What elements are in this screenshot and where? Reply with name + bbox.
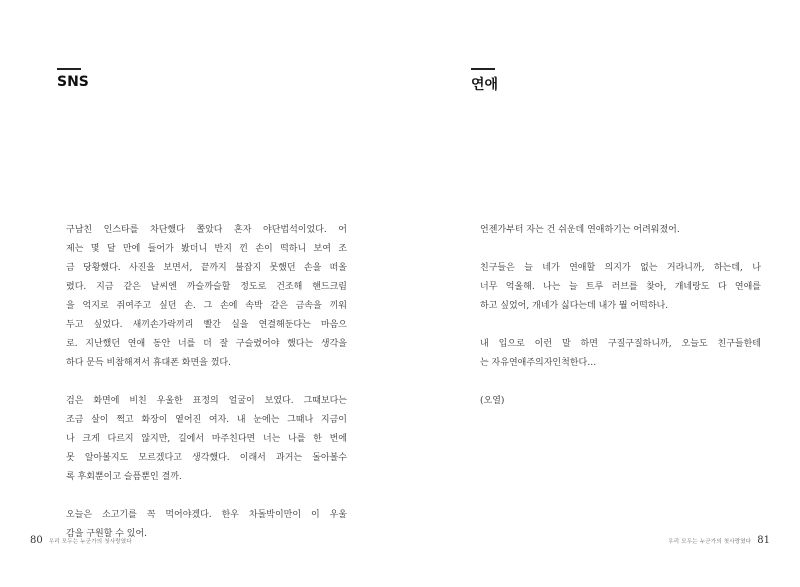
text-line: 는 자유연애주의자인척한다… [480,358,597,368]
right-page-footer [668,535,770,546]
text-line: (오열) [480,396,505,406]
page-number: 80 [30,535,43,546]
page-number: 81 [757,535,770,546]
left-paragraph-1 [57,221,347,373]
text-line: 언젠가부터 자는 건 쉬운데 연애하기는 어려워졌어. [480,225,680,235]
text-line: 구남친 인스타를 차단했다 쫄았다 혼자 야단법석이었다. 어 [66,225,347,235]
text-line: 하고 싶었어, 개네가 싫다는데 내가 뭘 어떡하나. [480,301,669,311]
left-page-heading: SNS [57,74,89,90]
text-line: 제는 몇 달 만에 들어가 봤더니 반지 낀 손이 떡하니 보여 조 [66,244,347,254]
text-line: 두고 싶었다. 새끼손가락끼리 빨간 실을 연결해둔다는 마음으 [66,320,347,330]
text-line: 금 당황했다. 사진을 보면서, 끝까지 불잡지 못했던 손을 떠올 [66,263,347,273]
right-page [400,0,800,587]
text-line: 친구들은 늘 네가 연애할 의지가 없는 거라니까, 하는데, 나 [480,263,761,273]
running-title: 우리 모두는 누군가의 첫사랑였다 [48,539,132,545]
right-paragraph-2 [471,259,761,316]
text-line: 렸다. 지금 같은 날씨엔 까슬까슬할 정도로 건조해 핸드크림 [66,282,347,292]
running-title: 우리 모두는 누군가의 첫사랑였다 [668,539,752,545]
text-line: 오늘은 소고기를 꼭 먹어야겠다. 한우 차돌박이만이 이 우울 [66,510,347,520]
right-paragraph-1 [471,221,761,240]
right-page-body [471,221,761,430]
text-line: 하다 문득 비참해져서 휴대폰 화면을 껐다. [66,358,231,368]
left-page-body [57,221,347,563]
text-line: 로. 지난했던 연애 동안 너를 더 잘 구슬렸어야 했다는 생각을 [66,339,347,349]
text-line: 나 크게 다르지 않지만, 길에서 마주친다면 너는 나를 한 번에 [66,434,347,444]
right-page-heading: 연애 [471,77,499,93]
text-line: 조금 살이 쩍고 화장이 옅어진 여자. 내 눈에는 그때나 지금이 [66,415,347,425]
heading-rule [471,68,495,70]
text-line: 을 억지로 쥐여주고 싶던 손. 그 손에 속박 같은 금속을 끼워 [66,301,347,311]
text-line: 너무 억울해. 나는 늘 트루 러브를 찾아, 개네랑도 다 연애를 [480,282,761,292]
text-line: 감을 구원할 수 있어. [66,529,147,539]
left-paragraph-2 [57,392,347,487]
right-paragraph-3 [471,335,761,373]
text-line: 검은 화면에 비친 우울한 표정의 얼굴이 보였다. 그때보다는 [66,396,347,406]
text-line: 내 입으로 이런 말 하면 구질구질하니까, 오늘도 친구들한테 [480,339,761,349]
right-paragraph-4 [471,392,761,411]
text-line: 못 알아볼지도 모르겠다고 생각했다. 이래서 과거는 돌아볼수 [66,453,347,463]
left-page-footer [30,535,132,546]
text-line: 록 후회뿐이고 슬픔뿐인 결까. [66,472,182,482]
heading-rule [57,68,81,70]
